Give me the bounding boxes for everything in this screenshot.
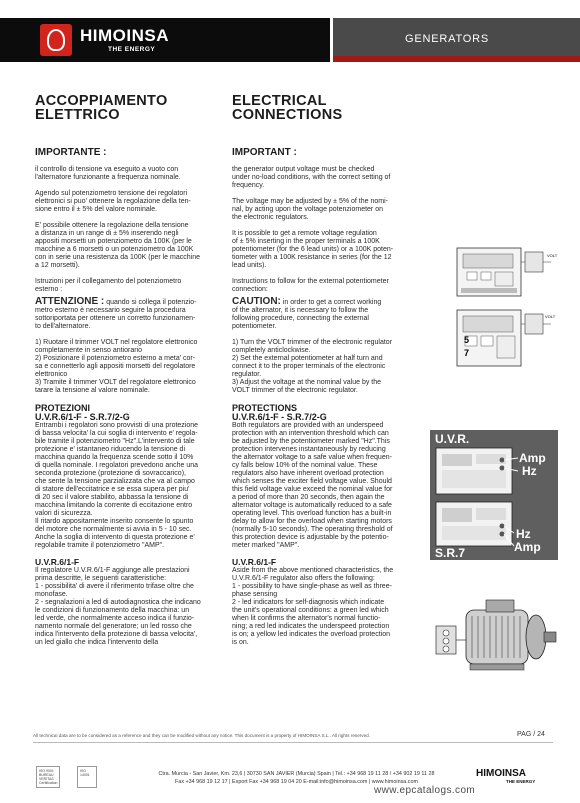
left-title: ACCOPPIAMENTO ELETTRICO (35, 93, 168, 123)
right-p5: 1) Turn the VOLT trimmer of the electronic regulator completely anticlockwise. 2) Set the external potentiometer at half turn and connect it to the proper terminals of the electronic regulator. 3) Adjust the voltage at the nominal value by the VOLT trimmer of the electronic regulator. (232, 339, 393, 394)
left-uvr-title: U.V.R.6/1-F (35, 557, 80, 567)
alternator-led-figure (432, 596, 558, 676)
right-p3: It is possible to get a remote voltage regulation of ± 5% inserting in the proper terminals a 100K potentiometer (for the 6 lead units) or a 100K poten- tiometer with a 100K resistance in series (for the 12 lead units). (232, 230, 394, 269)
fig2-sr7-label: S.R.7 (435, 546, 466, 560)
footer-tagline: THE ENERGY (506, 779, 536, 784)
trimmer-location-figure (430, 430, 558, 560)
left-attention-text: quando si collega il potenzio- metro esterno è necessario seguire la procedura sottoriportata per ottenere un corretto funzionamen- to dell'alternatore. (35, 299, 197, 330)
right-protection-title: PROTECTIONS U.V.R.6/1-F - S.R.7/2-G (232, 403, 327, 422)
left-protection-title: PROTEZIONI U.V.R.6/1-F - S.R.7/2-G (35, 403, 130, 422)
fig2-hz-label-top: Hz (522, 464, 537, 478)
right-column (232, 94, 419, 647)
right-title: ELECTRICAL CONNECTIONS (232, 93, 343, 123)
fig2-hz-label-bottom: Hz (516, 527, 531, 541)
red-led-icon (443, 638, 449, 644)
fig2-amp-label-top: Amp (519, 451, 546, 465)
fig1-volt-label-top: VOLT (547, 253, 558, 258)
fig1-terminal-5: 5 (464, 335, 470, 345)
left-p3: E' possibile ottenere la regolazione della tensione a distanza in un range di ± 5% inserendo negli appositi morsetti un potenziometro da 100K (per le macchine a 6 morsetti o un potenziometro da 100K con in serie una resistenza da 100K (per le macchine a 12 morsetti). (35, 222, 200, 269)
left-uvr-text: Il regolatore U.V.R.6/1-F aggiunge alle prestazioni prima descritte, le seguenti caratteristiche: 1 - possibilita' di avere il riferimento trifase oltre che monofase. 2 - segnalazioni a led di autodiagnostica che indicano le condizioni di funzionamento della macchina: un led verde, che normalmente acceso indica il funzio- namento normale del generatore; un led rosso che indica l'intervento della protezione di bassa velocita', un led giallo che indica l'intervento della (35, 567, 201, 646)
sr7-board-drawing (457, 310, 551, 366)
left-attention-word: ATTENZIONE : (35, 296, 105, 307)
fig1-volt-label-bottom: VOLT (545, 314, 556, 319)
watermark-link[interactable]: www.epcatalogs.com (374, 785, 476, 796)
fig2-uvr-label: U.V.R. (435, 432, 470, 446)
footer-divider (33, 742, 553, 743)
left-p5: 1) Ruotare il trimmer VOLT nel regolatore elettronico completamente in senso antiorario 2) Posizionare il potenziometro esterno a meta' cor- sa e connetterlo agli appositi morsetti del regolatore elettronico 3) Tramite il trimmer VOLT del regolatore elettronico tarare la tensione al valore nominale. (35, 339, 198, 394)
right-p4: Instructions to follow for the external potentiometer connection: (232, 278, 389, 293)
left-p1: il controllo di tensione va eseguito a vuoto con l'alternatore funzionante a frequenza nominale. (35, 166, 181, 181)
right-caution-word: CAUTION: (232, 296, 281, 307)
right-caution (232, 298, 419, 331)
left-attention (35, 298, 222, 331)
uvr-board-drawing (457, 248, 551, 296)
right-protection-text: Both regulators are provided with an underspeed protection with an intervention threshold which can be adjusted by the potentiometer marked "Hz".This protection intervenes instantaneously by reducing the alternator voltage to a safe value when frequen- cy falls below 10% of the nominal value. These regulators also have inherent overload protection which senses the exciter field voltage value. Should this field voltage value exceed the nominal value for a period of more than 20 seconds, then again the alternator voltage is automatically reduced to a safe operating level. This overload function has a built-in delay to allow for the overload when starting motors (normally 5-10 seconds). The operating threshold of this protection device is adjustable by the potentio- meter marked "AMP". (232, 422, 393, 549)
footer-disclaimer: All technical data are to be considered as a reference and they can be modified without any notice. This document is a property of HIMOINSA S.L.. All rights reserved. (33, 733, 370, 738)
right-caution-text: in order to get a correct working of the alternator, it is necessary to follow the following procedure, connecting the external potentiometer. (232, 299, 382, 330)
fig1-terminal-7: 7 (464, 348, 470, 358)
footer-address: Ctra. Murcia - San Javier, Km. 23,6 | 30730 SAN JAVIER (Murcia) Spain | Tel.: +34 968 19 11 28 / +34 902 19 11 28 Fax +34 968 19 12 17 | Export Fax +34 968 19 04 20 E-mail:info@himoinsa.com | www.himoinsa.com (158, 771, 435, 785)
green-led-icon (443, 630, 449, 636)
left-protection-text: Entrambi i regolatori sono provvisti di una protezione di bassa velocita' la cui soglia di intervento e' regola- bile tramite il potenziometro "Hz".L'intervento di tale protezione e' istantaneo riducendo la tensione di macchina quando la frequenza scende sotto il 10% di quella nominale. I regolatori prevedono anche una seconda protezione (protezione di sovraccarico), che sente la tensione parzializzata che va al campo di statore dell'eccitatrice e se essa supera per piu' di 20 sec il valore stabilito, abbassa la tensione di macchina limitando la corrente di eccitazione entro valori di sicurezza. Il ritardo appositamente inserito consente lo spunto del motore che normalmente si avvia in 5 - 10 sec. Anche la soglia di intervento di questa protezione e' regolabile tramite il potenziometro "AMP". (35, 422, 199, 549)
yellow-led-icon (443, 646, 449, 652)
right-p1: the generator output voltage must be checked under no-load conditions, with the correct setting of frequency. (232, 166, 391, 189)
left-column (35, 94, 222, 647)
header-section-bar (333, 18, 580, 62)
page-number: PAG / 24 (517, 731, 545, 738)
right-p2: The voltage may be adjusted by ± 5% of the nomi- nal, by acting upon the voltage potenziometer on the electronic regulators. (232, 198, 388, 221)
left-important: IMPORTANTE : (35, 147, 107, 158)
himoinsa-logo-icon (40, 24, 72, 56)
certification-badge-2: ISO 14001 (77, 766, 97, 788)
right-important: IMPORTANT : (232, 147, 297, 158)
header-logo-bar (0, 18, 330, 62)
left-p4: Istruzioni per il collegamento del potenziometro esterno : (35, 278, 182, 293)
header-section-title: GENERATORS (405, 33, 489, 45)
fig2-amp-label-bottom: Amp (514, 540, 541, 554)
regulator-wiring-figure (451, 244, 558, 372)
header-tagline: THE ENERGY (108, 46, 156, 53)
left-p2: Agendo sul potenziometro tensione dei regolatori elettronici si puo' ottenere la regolazione della ten- sione entro il ± 5% del valore nominale. (35, 190, 191, 213)
header-brand: HIMOINSA (80, 26, 169, 45)
right-uvr-title: U.V.R.6/1-F (232, 557, 277, 567)
right-uvr-text: Aside from the above mentioned characteristics, the U.V.R.6/1-F regulator also offers the following: 1 - possibility to have single-phase as well as three- phase sensing 2 - led indicators for self-diagnosis which indicate the unit's operational conditions: a green led which when lit confirms the alternator's normal functio- ning; a red led indicates the underspeed protection is on; a yellow led indicates the overload protection is on. (232, 567, 394, 646)
footer-brand: HIMOINSA (476, 768, 526, 779)
alternator-drawing (466, 600, 556, 670)
certification-badge-1: ISO 9001 BUREAU VERITAS Certification (36, 766, 60, 788)
footer-logo (476, 768, 535, 784)
